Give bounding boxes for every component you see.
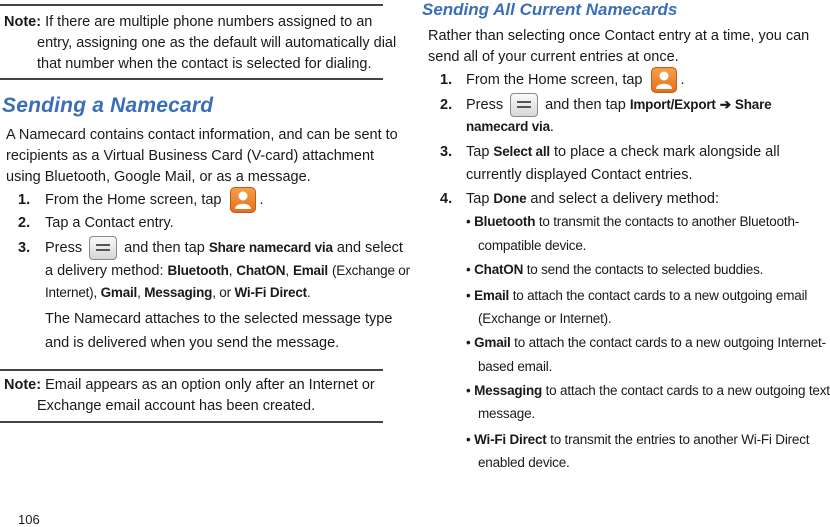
list-item-cont: message. [478, 406, 535, 421]
note-label: Note: [4, 14, 42, 30]
page-number: 106 [18, 512, 40, 527]
step-3-result-line2: and is delivered when you send the message. [45, 335, 340, 351]
intro-line1: Rather than selecting once Contact entry at a time, you can [428, 28, 810, 44]
menu-key-icon[interactable] [89, 236, 117, 260]
menu-key-icon[interactable] [510, 93, 538, 117]
step-3-line1: Tap Select all to place a check mark alongside all [466, 144, 780, 160]
step-4: Tap Done and select a delivery method: [466, 191, 720, 207]
list-item: • Messaging to attach the contact cards to a new outgoing text [466, 383, 830, 398]
intro-line2: recipients as a Virtual Business Card (V-card) attachment [6, 148, 375, 164]
step-number: 1. [18, 192, 31, 208]
note2-bottom-rule [0, 421, 383, 423]
contacts-app-icon[interactable] [651, 67, 677, 93]
step-1: From the Home screen, tap . [45, 187, 264, 213]
list-item: • ChatON to send the contacts to selected buddies. [466, 262, 764, 277]
list-item: • Wi-Fi Direct to transmit the entries to another Wi-Fi Direct [466, 432, 810, 447]
note2-top-rule [0, 369, 383, 371]
list-item: • Bluetooth to transmit the contacts to another Bluetooth- [466, 214, 800, 229]
intro-line1: A Namecard contains contact information, and can be sent to [6, 127, 398, 143]
list-item-cont: enabled device. [478, 455, 570, 470]
step-3-line2: currently displayed Contact entries. [466, 167, 693, 183]
contacts-app-icon[interactable] [230, 187, 256, 213]
section-heading: Sending All Current Namecards [422, 0, 678, 19]
note-2: Note: Email appears as an option only after an Internet or [4, 377, 375, 393]
step-number: 1. [440, 72, 453, 88]
step-3-line3: Internet), Gmail, Messaging, or Wi-Fi Direct. [45, 285, 311, 300]
note-bottom-rule [0, 78, 383, 80]
step-2-line2: namecard via. [466, 119, 554, 135]
note-1: Note: If there are multiple phone numbers assigned to an [4, 14, 373, 30]
intro-line2: send all of your current entries at once. [428, 49, 679, 65]
step-number: 2. [440, 97, 453, 113]
list-item-cont: (Exchange or Internet). [478, 311, 612, 326]
step-3-result-line1: The Namecard attaches to the selected message type [45, 311, 393, 327]
intro-line3: using Bluetooth, Google Mail, or as a message. [6, 169, 311, 185]
step-3-line2: a delivery method: Bluetooth, ChatON, Email (Exchange or [45, 263, 410, 279]
step-number: 2. [18, 215, 31, 231]
list-item: • Email to attach the contact cards to a new outgoing email [466, 288, 808, 303]
step-2-line1: Press and then tap Import/Export ➔ Share [466, 93, 771, 117]
step-number: 3. [440, 144, 453, 160]
note-1-line2: entry, assigning one as the default will automatically dial [37, 35, 397, 51]
list-item-cont: based email. [478, 359, 553, 374]
step-number: 3. [18, 240, 31, 256]
list-item-cont: compatible device. [478, 238, 587, 253]
note-top-rule [0, 4, 383, 6]
step-3-line1: Press and then tap Share namecard via and select [45, 236, 403, 260]
step-number: 4. [440, 191, 453, 207]
note-2-line2: Exchange email account has been created. [37, 398, 316, 414]
step-1: From the Home screen, tap . [466, 67, 685, 93]
step-2: Tap a Contact entry. [45, 215, 174, 231]
list-item: • Gmail to attach the contact cards to a new outgoing Internet- [466, 335, 826, 350]
note-1-line3: that number when the contact is selected for dialing. [37, 56, 372, 72]
section-heading: Sending a Namecard [2, 94, 214, 117]
